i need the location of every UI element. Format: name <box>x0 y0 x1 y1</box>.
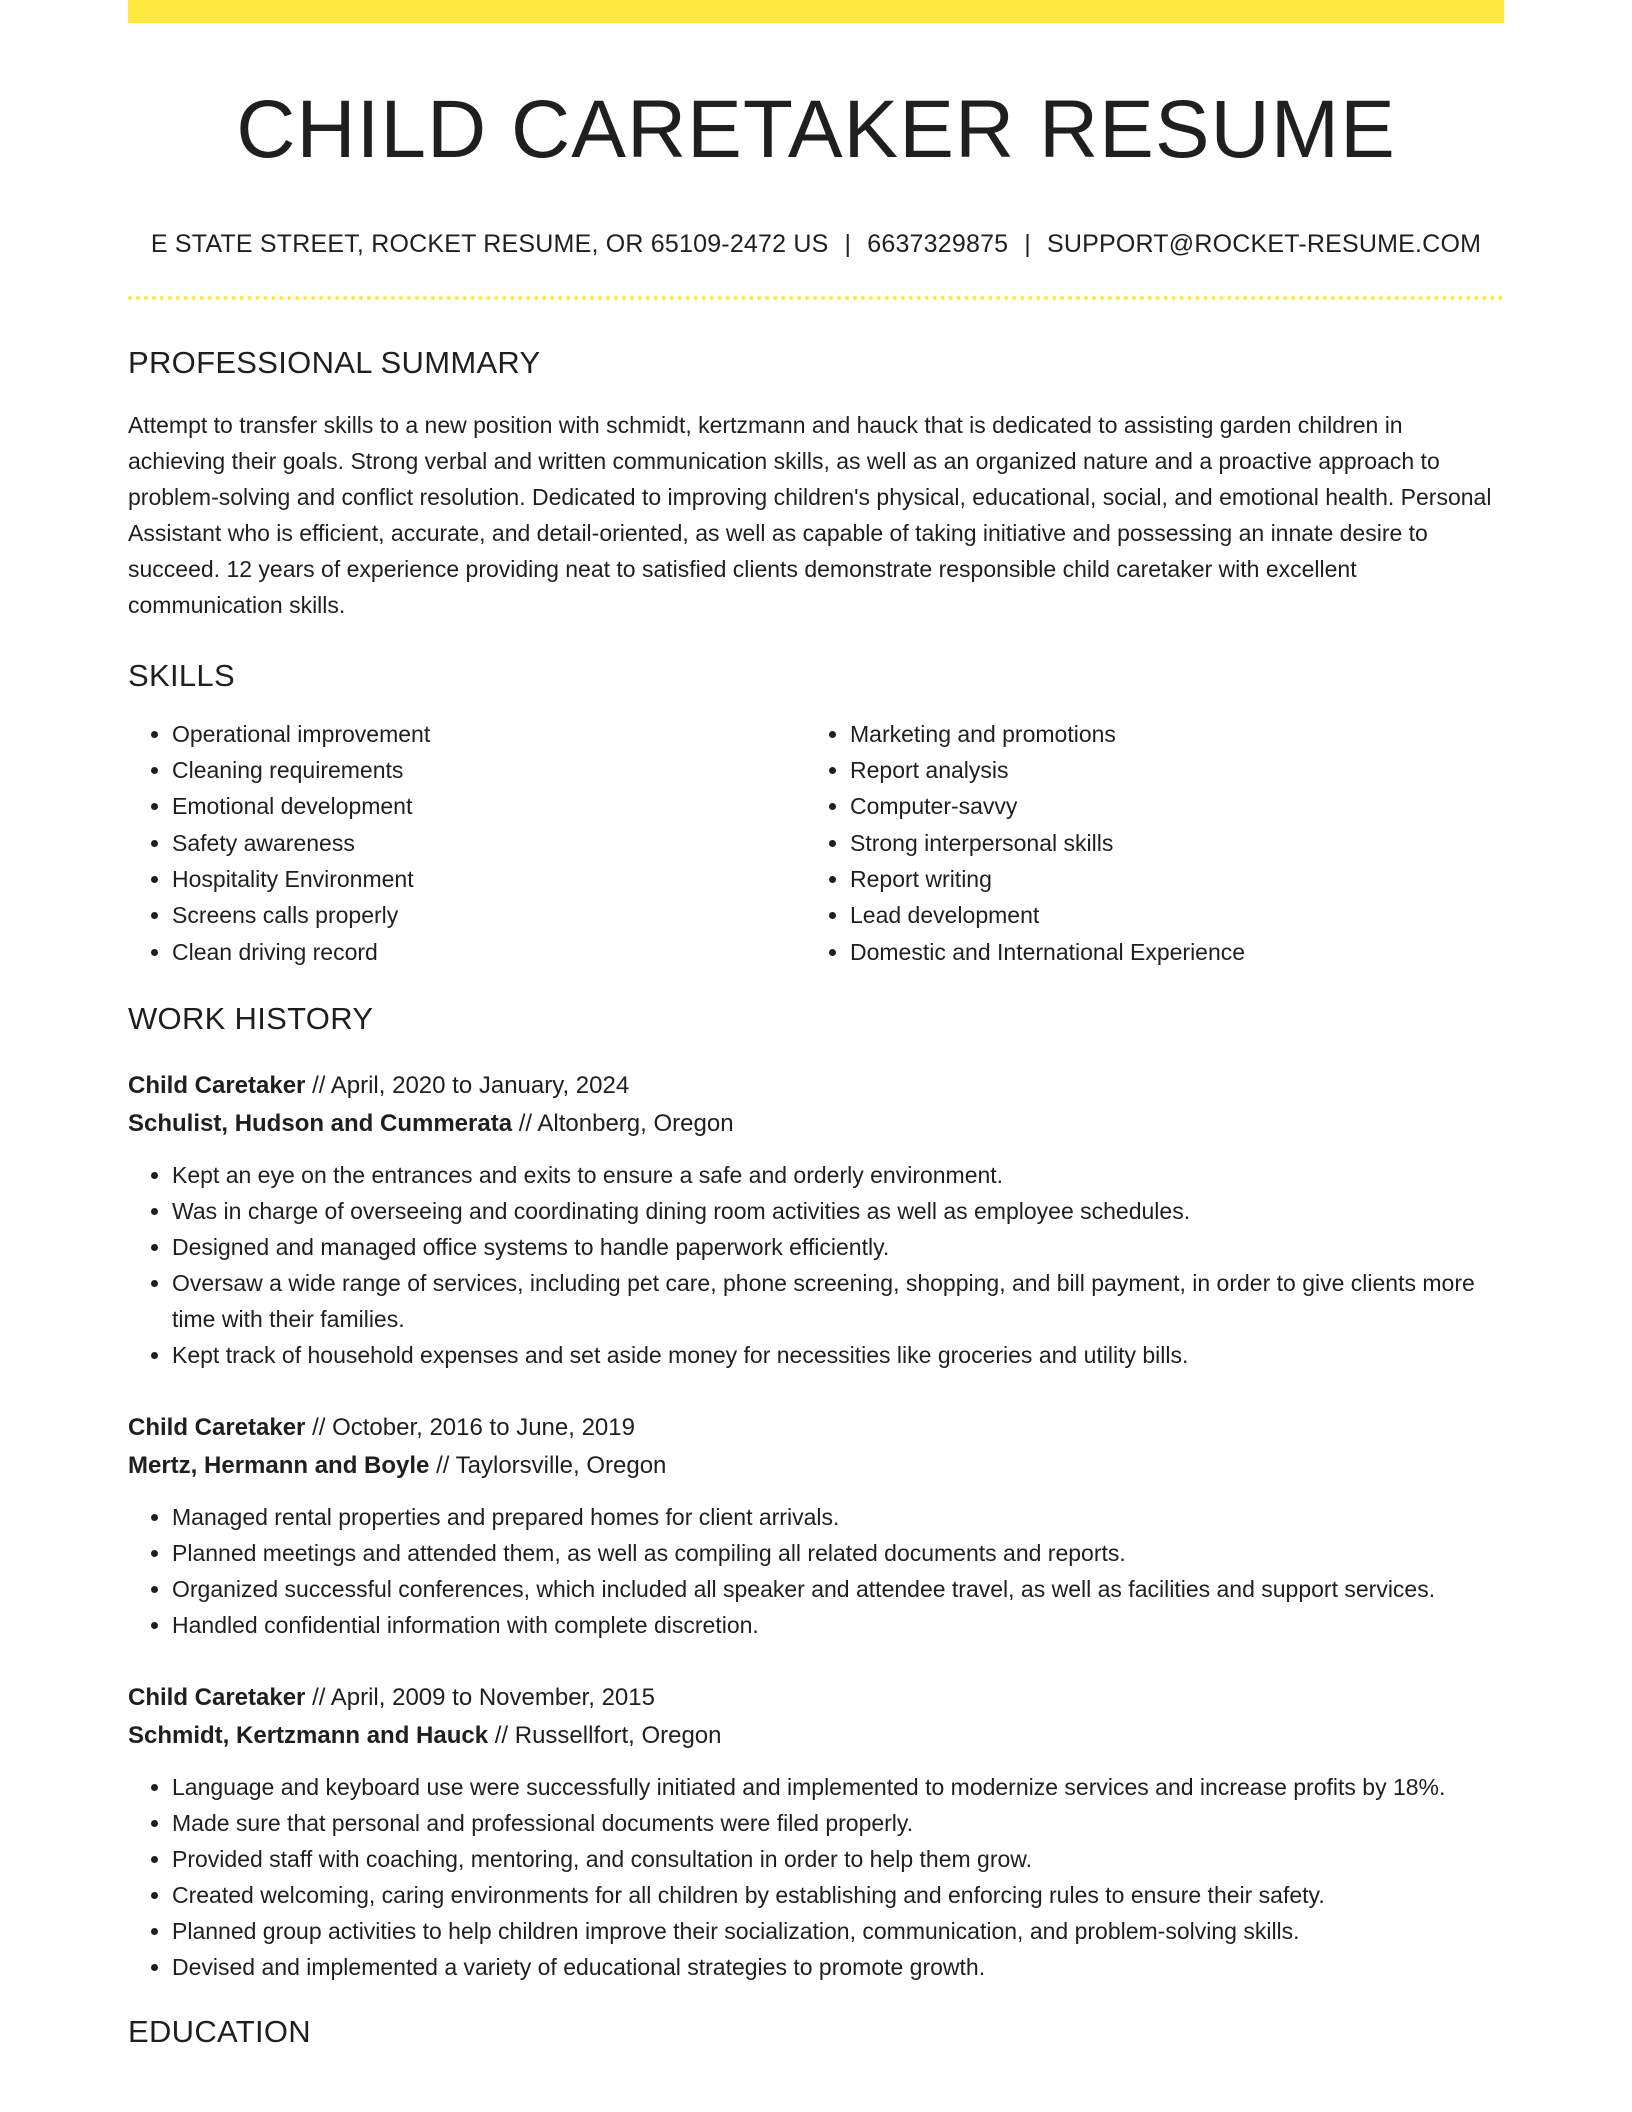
skills-list-right <box>806 716 1484 970</box>
job-title: Child Caretaker <box>128 1414 306 1442</box>
job-bullets <box>128 1499 1504 1643</box>
job-dates: // October, 2016 to June, 2019 <box>305 1414 635 1442</box>
resume-page <box>128 0 1504 2050</box>
job-bullet: • Planned meetings and attended them, as well as compiling all related documents and reports. <box>172 1535 1504 1571</box>
contact-phone: 6637329875 <box>867 230 1009 259</box>
job-company-line <box>128 1717 1504 1755</box>
job-bullet: • Handled confidential information with complete discretion. <box>172 1607 1504 1643</box>
job-title: Child Caretaker <box>128 1684 306 1712</box>
skill-item: • Report writing <box>850 861 1484 897</box>
job-bullet: • Oversaw a wide range of services, including pet care, phone screening, shopping, and bill payment, in order to give clients more time with their families. <box>172 1265 1504 1337</box>
job-bullets <box>128 1157 1504 1373</box>
skill-item: • Computer-savvy <box>850 788 1484 824</box>
job-title: Child Caretaker <box>128 1072 306 1100</box>
skill-item: • Marketing and promotions <box>850 716 1484 752</box>
job-dates: // April, 2020 to January, 2024 <box>305 1072 630 1100</box>
job-title-line <box>128 1409 1504 1447</box>
skill-item: • Screens calls properly <box>172 897 806 933</box>
job-bullet: • Organized successful conferences, which included all speaker and attendee travel, as well as facilities and support services. <box>172 1571 1504 1607</box>
dotted-divider <box>128 296 1504 300</box>
job-location: // Russellfort, Oregon <box>488 1722 722 1750</box>
education-heading: EDUCATION <box>128 2014 311 2050</box>
job-bullet: • Kept track of household expenses and set aside money for necessities like groceries and utility bills. <box>172 1337 1504 1373</box>
contact-separator: | <box>1024 230 1031 259</box>
skills-list-left <box>128 716 806 970</box>
job-bullet: • Designed and managed office systems to handle paperwork efficiently. <box>172 1229 1504 1265</box>
job-bullet: • Was in charge of overseeing and coordinating dining room activities as well as employee schedules. <box>172 1193 1504 1229</box>
skill-item: • Cleaning requirements <box>172 752 806 788</box>
resume-title: CHILD CARETAKER RESUME <box>236 84 1396 175</box>
skill-item: • Safety awareness <box>172 825 806 861</box>
job-company: Schulist, Hudson and Cummerata <box>128 1110 513 1138</box>
job-company-line <box>128 1447 1504 1485</box>
job-bullet: • Made sure that personal and professional documents were filed properly. <box>172 1805 1504 1841</box>
skills-heading: SKILLS <box>128 657 235 693</box>
skills-columns <box>128 716 1504 970</box>
skill-item: • Strong interpersonal skills <box>850 825 1484 861</box>
job-bullets <box>128 1769 1504 1985</box>
summary-heading: PROFESSIONAL SUMMARY <box>128 345 541 381</box>
contact-line <box>128 229 1504 259</box>
accent-top-bar <box>128 0 1504 23</box>
job-bullet: • Planned group activities to help children improve their socialization, communication, and problem-solving skills. <box>172 1913 1504 1949</box>
skill-item: • Emotional development <box>172 788 806 824</box>
contact-email: SUPPORT@ROCKET-RESUME.COM <box>1046 230 1482 259</box>
job-entry <box>128 1679 1504 1985</box>
job-company-line <box>128 1105 1504 1143</box>
job-bullet: • Kept an eye on the entrances and exits to ensure a safe and orderly environment. <box>172 1157 1504 1193</box>
job-bullet: • Devised and implemented a variety of educational strategies to promote growth. <box>172 1949 1504 1985</box>
job-title-line <box>128 1067 1504 1105</box>
skill-item: • Hospitality Environment <box>172 861 806 897</box>
work-history-heading: WORK HISTORY <box>128 1000 374 1036</box>
job-entry <box>128 1409 1504 1643</box>
skill-item: • Clean driving record <box>172 934 806 970</box>
skill-item: • Lead development <box>850 897 1484 933</box>
job-title-line <box>128 1679 1504 1717</box>
job-bullet: • Created welcoming, caring environments for all children by establishing and enforcing rules to ensure their safety. <box>172 1877 1504 1913</box>
skill-item: • Operational improvement <box>172 716 806 752</box>
summary-text: Attempt to transfer skills to a new position with schmidt, kertzmann and hauck that is dedicated to assisting garden children in achieving their goals. Strong verbal and written communication skills, as well as an organized nature and a proactive approach to problem-solving and conflict resolution. Dedicated to improving children's physical, educational, social, and emotional health. Personal Assistant who is efficient, accurate, and detail-oriented, as well as capable of taking initiative and possessing an innate desire to succeed. 12 years of experience providing neat to satisfied clients demonstrate responsible child caretaker with excellent communication skills. <box>128 411 1492 618</box>
job-dates: // April, 2009 to November, 2015 <box>305 1684 655 1712</box>
skill-item: • Report analysis <box>850 752 1484 788</box>
job-company: Schmidt, Kertzmann and Hauck <box>128 1722 489 1750</box>
job-location: // Taylorsville, Oregon <box>429 1452 667 1480</box>
contact-address: E STATE STREET, ROCKET RESUME, OR 65109-2472 US <box>150 230 829 259</box>
skill-item: • Domestic and International Experience <box>850 934 1484 970</box>
job-bullet: • Managed rental properties and prepared homes for client arrivals. <box>172 1499 1504 1535</box>
job-company: Mertz, Hermann and Boyle <box>128 1452 430 1480</box>
contact-separator: | <box>844 230 852 259</box>
job-entry <box>128 1067 1504 1373</box>
job-location: // Altonberg, Oregon <box>512 1110 734 1138</box>
job-bullet: • Provided staff with coaching, mentoring, and consultation in order to help them grow. <box>172 1841 1504 1877</box>
job-bullet: • Language and keyboard use were successfully initiated and implemented to modernize services and increase profits by 18%. <box>172 1769 1504 1805</box>
